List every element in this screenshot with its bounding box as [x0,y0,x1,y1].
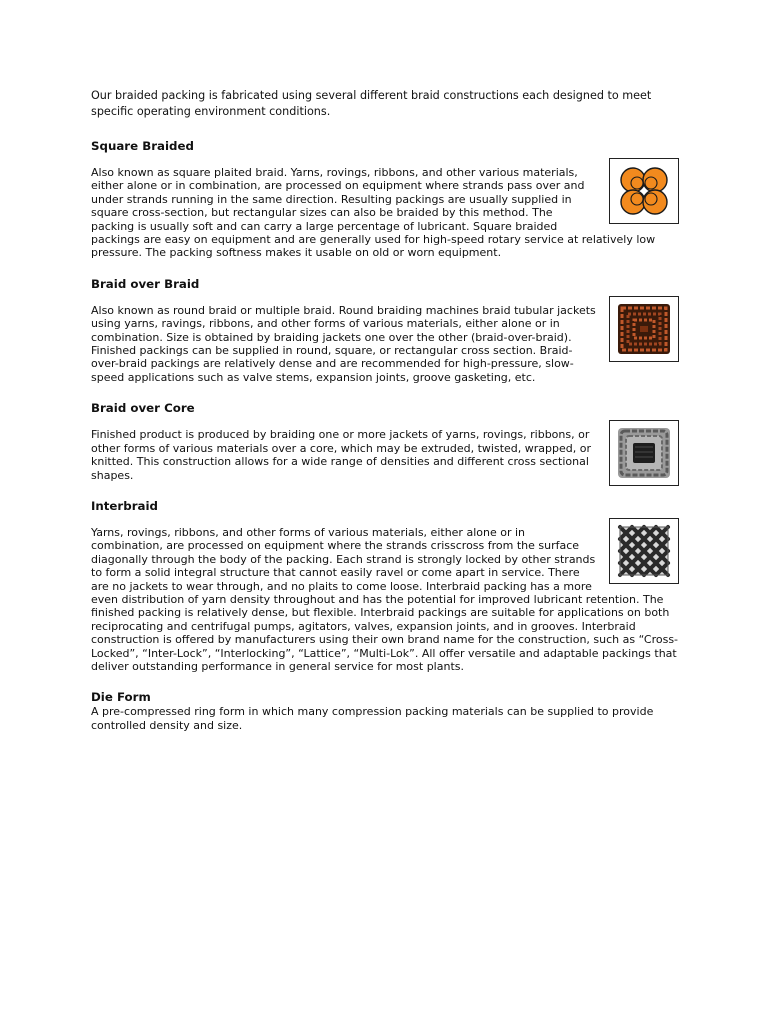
braid-over-braid-cross-section-icon [609,296,679,362]
section-title: Square Braided [91,139,194,153]
document-page [91,88,681,749]
section-square-braided [91,139,681,260]
section-title: Braid over Braid [91,276,200,291]
section-body: Also known as square plaited braid. Yarns, rovings, ribbons, and other various materials, either alone or in combination, are processed on equipment where strands pass over and under strands running in the same direction. Resulting packings are usually supplied in square cross-section, but rectangular sizes can also be braided by this method. The packing is usually soft and can carry a large percentage of lubricant. Square braided packings are easy on equipment and are generally used for high-speed rotary service at relatively low pressure. The packing softness makes it usable on old or worn equipment. [91,166,656,260]
square-braid-cross-section-icon [609,158,679,224]
section-die-form [91,690,681,732]
section-body: Finished product is produced by braiding one or more jackets of yarns, rovings, ribbons, or other forms of various materials over a core, which may be extruded, twisted, wrapped, or knitted. This construction allows for a wide range of densities and different cross sectional shapes. [91,428,591,482]
section-body: Yarns, rovings, ribbons, and other forms of various materials, either alone or in combination, are processed on equipment where the strands crisscross from the surface diagonally through the body of the packing. Each strand is strongly locked by other strands to form a solid integral structure that cannot easily ravel or come apart in service. There are no jackets to wear through, and no plaits to come loose. Interbraid packing has a more even distribution of yarn density throughout and has the potential for improved lubricant retention. The finished packing is relatively dense, but flexible. Interbraid packings are suitable for applications on both reciprocating and centrifugal pumps, agitators, valves, expansion joints, and in grooves. Interbraid construction is offered by manufacturers using their own brand name for the construction, such as “Cross-Locked”, “Inter-Lock”, “Interlocking”, “Lattice”, “Multi-Lok”. All offer versatile and adaptable packings that deliver outstanding performance in general service for most plants. [91,525,679,673]
braid-over-core-cross-section-icon [609,420,679,486]
section-braid-over-core [91,401,681,482]
section-braid-over-braid [91,277,681,384]
section-title: Braid over Core [91,401,195,416]
intro-paragraph: Our braided packing is fabricated using several different braid constructions each designed to meet specific operating environment conditions. [91,89,652,118]
section-interbraid [91,499,681,673]
section-title: Interbraid [91,498,158,513]
interbraid-cross-section-icon [609,518,679,584]
section-title: Die Form [91,690,151,705]
section-body: Also known as round braid or multiple braid. Round braiding machines braid tubular jackets using yarns, ravings, ribbons, and other forms of various materials, either alone or in combination. Size is obtained by braiding jackets one over the other (braid-over-braid). Finished packings can be supplied in round, square, or rectangular cross section. Braid-over-braid packings are relatively dense and are recommended for high-pressure, slow-speed applications such as valve stems, expansion joints, groove gasketing, etc. [91,303,596,384]
section-body: A pre-compressed ring form in which many compression packing materials can be supplied to provide controlled density and size. [91,705,654,732]
